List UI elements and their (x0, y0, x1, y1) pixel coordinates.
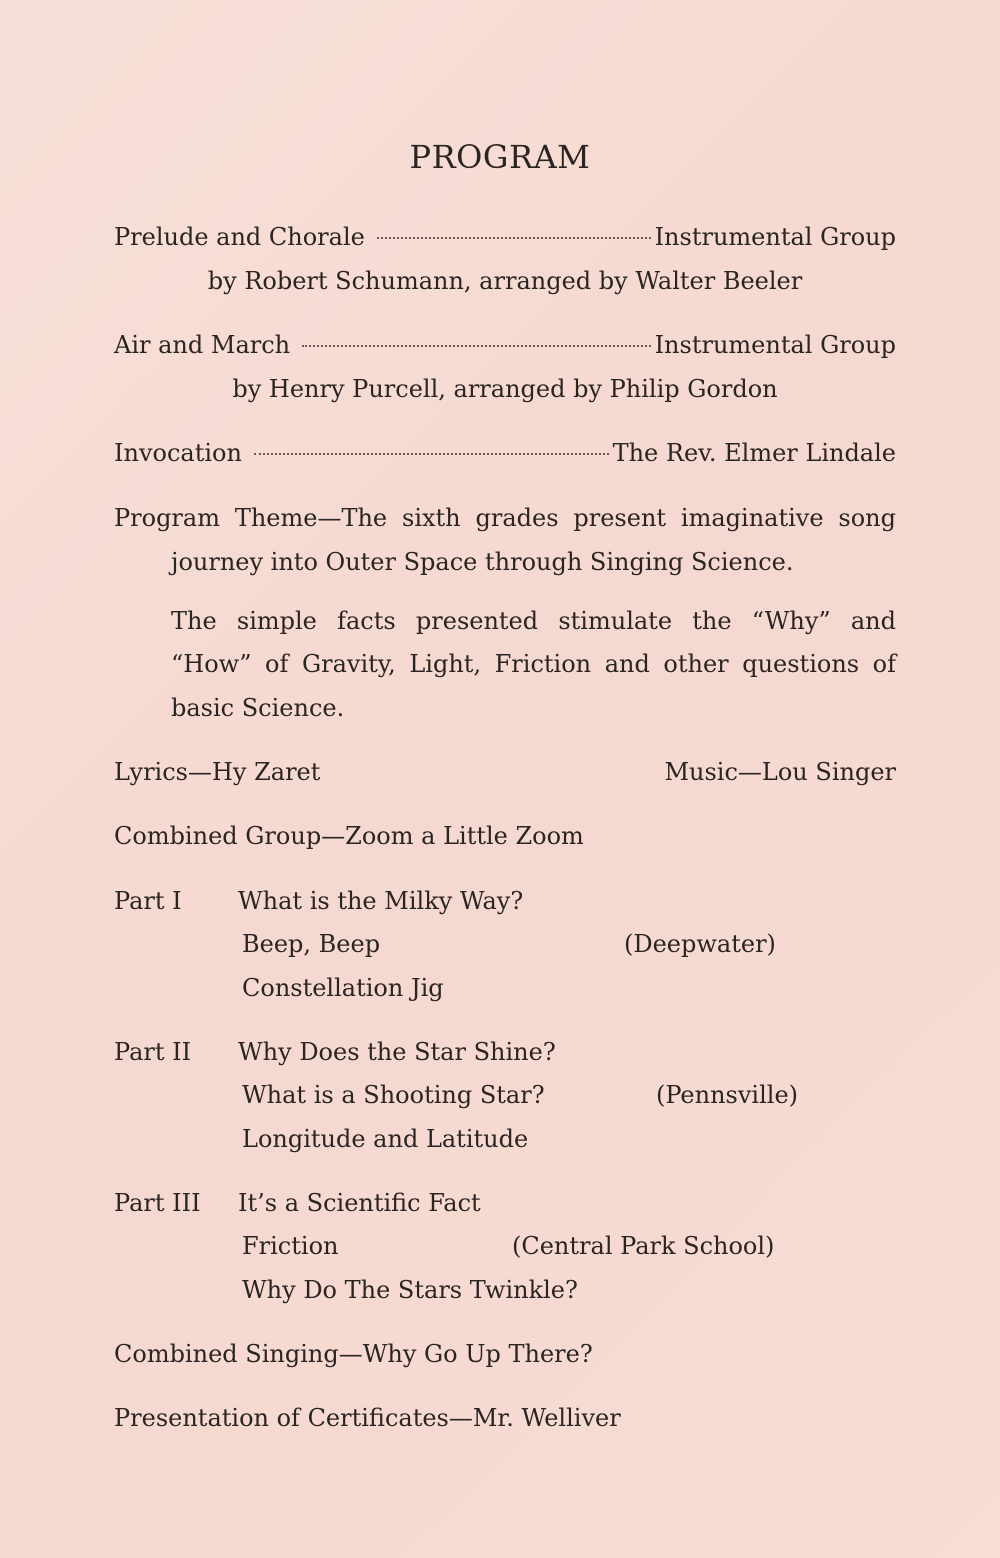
lyrics-credit: Lyrics—Hy Zaret (114, 758, 321, 786)
theme-line: Program Theme—The sixth grades present imaginative song (114, 504, 896, 532)
item-credit: by Henry Purcell, arranged by Philip Gordon (232, 375, 778, 403)
song-title: Why Do The Stars Twinkle? (242, 1276, 578, 1304)
item-performer: Instrumental Group (654, 223, 896, 251)
dot-leader (254, 453, 609, 455)
song-title: Beep, Beep (242, 930, 381, 958)
combined-singing: Combined Singing—Why Go Up There? (114, 1340, 593, 1368)
music-credit: Music—Lou Singer (664, 758, 896, 786)
part-label: Part III (114, 1189, 201, 1217)
combined-group: Combined Group—Zoom a Little Zoom (114, 822, 584, 850)
song-title: What is the Milky Way? (238, 887, 524, 915)
song-title: Friction (242, 1232, 339, 1260)
program-item-air (114, 330, 896, 360)
credits-line (114, 757, 896, 787)
part-label: Part II (114, 1038, 192, 1066)
song-title: It’s a Scientific Fact (238, 1189, 481, 1217)
item-title: Prelude and Chorale (114, 223, 365, 251)
dot-leader (302, 345, 650, 347)
part-location: (Central Park School) (512, 1232, 775, 1260)
item-title: Invocation (114, 439, 242, 467)
theme-paragraph-line: basic Science. (171, 694, 345, 722)
page-title: PROGRAM (409, 138, 591, 176)
item-performer: The Rev. Elmer Lindale (612, 439, 896, 467)
presentation: Presentation of Certificates—Mr. Welliver (114, 1404, 621, 1432)
part-location: (Pennsville) (656, 1081, 799, 1109)
item-title: Air and March (114, 331, 291, 359)
song-title: Longitude and Latitude (242, 1125, 529, 1153)
theme-line: journey into Outer Space through Singing Science. (171, 548, 794, 576)
item-credit: by Robert Schumann, arranged by Walter Beeler (207, 267, 803, 295)
part-label: Part I (114, 887, 182, 915)
program-item-prelude (114, 222, 896, 252)
dot-leader (377, 237, 651, 239)
part-location: (Deepwater) (624, 930, 776, 958)
theme-paragraph-line: “How” of Gravity, Light, Friction and other questions of (171, 650, 896, 678)
program-item-invocation (114, 438, 896, 468)
song-title: Constellation Jig (242, 974, 444, 1002)
item-performer: Instrumental Group (654, 331, 896, 359)
song-title: Why Does the Star Shine? (238, 1038, 556, 1066)
song-title: What is a Shooting Star? (242, 1081, 545, 1109)
theme-paragraph-line: The simple facts presented stimulate the “Why” and (171, 607, 896, 635)
